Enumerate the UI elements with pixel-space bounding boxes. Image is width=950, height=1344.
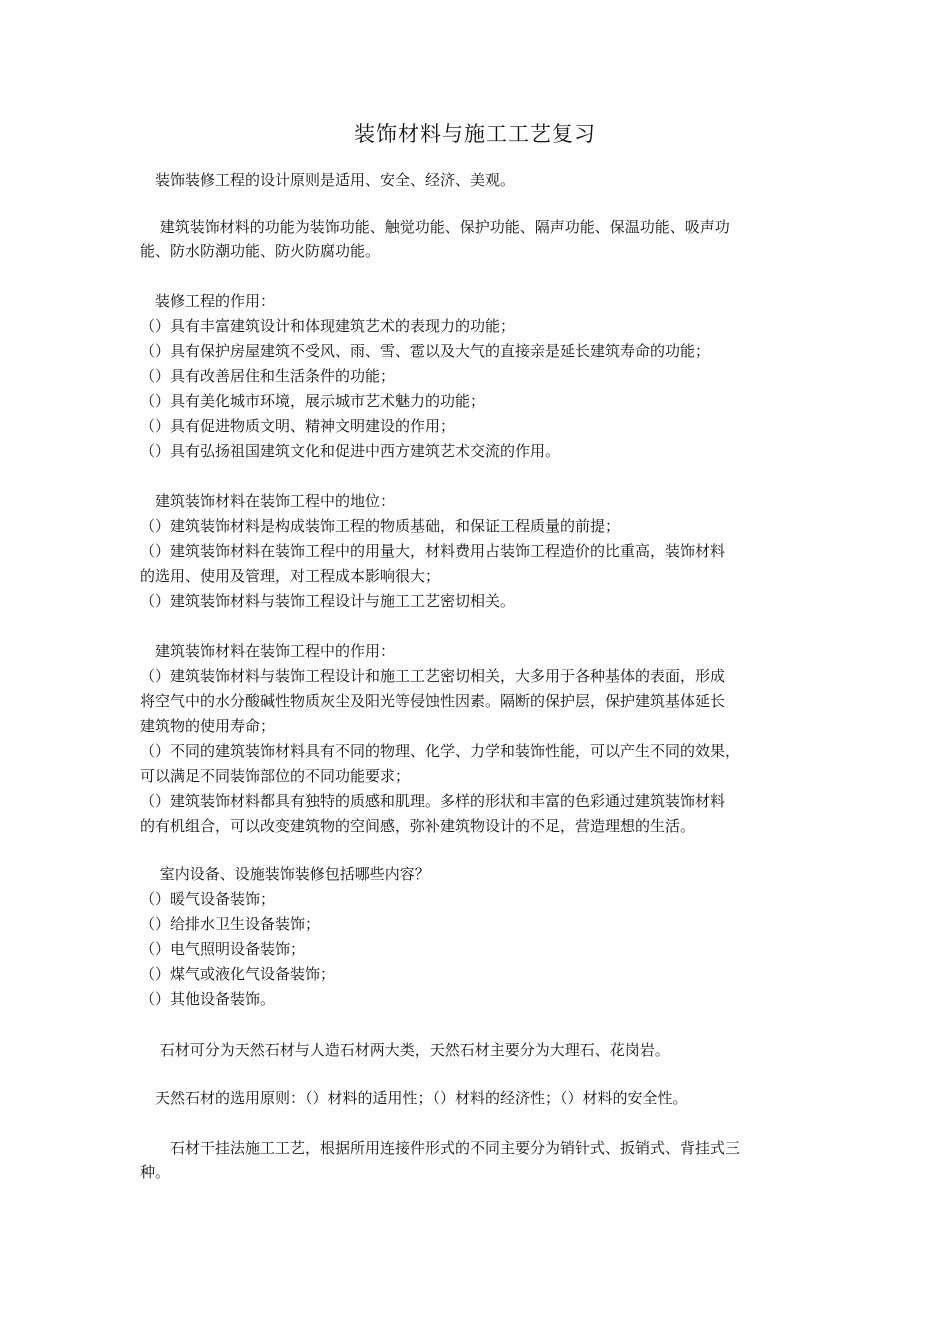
list-item: （）建筑装饰材料在装饰工程中的用量大，材料费用占装饰工程造价的比重高，装饰材料 bbox=[140, 542, 726, 560]
list-item: （）建筑装饰材料是构成装饰工程的物质基础，和保证工程质量的前提； bbox=[140, 517, 621, 535]
paragraph-stone-selection: 天然石材的选用原则：（）材料的适用性；（）材料的经济性；（）材料的安全性。 bbox=[140, 1089, 688, 1107]
heading-indoor-equipment: 室内设备、设施装饰装修包括哪些内容？ bbox=[140, 865, 430, 883]
list-item: （）具有改善居住和生活条件的功能； bbox=[140, 367, 396, 385]
paragraph-material-functions-cont: 能、防水防潮功能、防火防腐功能。 bbox=[140, 242, 381, 260]
list-item: （）其他设备装饰。 bbox=[140, 990, 276, 1008]
list-item: （）具有保护房屋建筑不受风、雨、雪、雹以及大气的直接亲是延长建筑寿命的功能； bbox=[140, 342, 711, 360]
list-item: （）暖气设备装饰； bbox=[140, 890, 276, 908]
paragraph-dry-hanging: 石材干挂法施工工艺，根据所用连接件形式的不同主要分为销针式、扳销式、背挂式三 bbox=[140, 1139, 741, 1157]
paragraph-stone-types: 石材可分为天然石材与人造石材两大类，天然石材主要分为大理石、花岗岩。 bbox=[140, 1041, 670, 1059]
list-item: （）具有促进物质文明、精神文明建设的作用； bbox=[140, 417, 456, 435]
list-item: （）建筑装饰材料都具有独特的质感和肌理。多样的形状和丰富的色彩通过建筑装饰材料 bbox=[140, 792, 726, 810]
list-item-cont: 可以满足不同装饰部位的不同功能要求； bbox=[140, 767, 411, 785]
paragraph-design-principles: 装饰装修工程的设计原则是适用、安全、经济、美观。 bbox=[140, 171, 516, 189]
paragraph-material-functions: 建筑装饰材料的功能为装饰功能、触觉功能、保护功能、隔声功能、保温功能、吸声功 bbox=[140, 218, 730, 236]
list-item: （）具有美化城市环境，展示城市艺术魅力的功能； bbox=[140, 392, 486, 410]
list-item: （）煤气或液化气设备装饰； bbox=[140, 965, 336, 983]
paragraph-dry-hanging-cont: 种。 bbox=[140, 1163, 171, 1181]
list-item-cont: 将空气中的水分酸碱性物质灰尘及阳光等侵蚀性因素。隔断的保护层，保护建筑基体延长 bbox=[140, 692, 726, 710]
list-item: （）建筑装饰材料与装饰工程设计与施工工艺密切相关。 bbox=[140, 592, 516, 610]
list-item: （）具有丰富建筑设计和体现建筑艺术的表现力的功能； bbox=[140, 317, 516, 335]
heading-material-status: 建筑装饰材料在装饰工程中的地位： bbox=[140, 492, 396, 510]
heading-material-effect: 建筑装饰材料在装饰工程中的作用： bbox=[140, 642, 396, 660]
list-item-cont: 的选用、使用及管理，对工程成本影响很大； bbox=[140, 567, 441, 585]
list-item-cont: 的有机组合，可以改变建筑物的空间感，弥补建筑物设计的不足，营造理想的生活。 bbox=[140, 817, 696, 835]
heading-decoration-role: 装修工程的作用： bbox=[140, 292, 276, 310]
list-item: （）电气照明设备装饰； bbox=[140, 940, 306, 958]
list-item: （）给排水卫生设备装饰； bbox=[140, 915, 321, 933]
document-title: 装饰材料与施工工艺复习 bbox=[354, 122, 596, 146]
list-item: （）具有弘扬祖国建筑文化和促进中西方建筑艺术交流的作用。 bbox=[140, 442, 561, 460]
list-item-cont: 建筑物的使用寿命； bbox=[140, 717, 276, 735]
list-item: （）建筑装饰材料与装饰工程设计和施工工艺密切相关，大多用于各种基体的表面，形成 bbox=[140, 667, 726, 685]
list-item: （）不同的建筑装饰材料具有不同的物理、化学、力学和装饰性能，可以产生不同的效果， bbox=[140, 742, 741, 760]
